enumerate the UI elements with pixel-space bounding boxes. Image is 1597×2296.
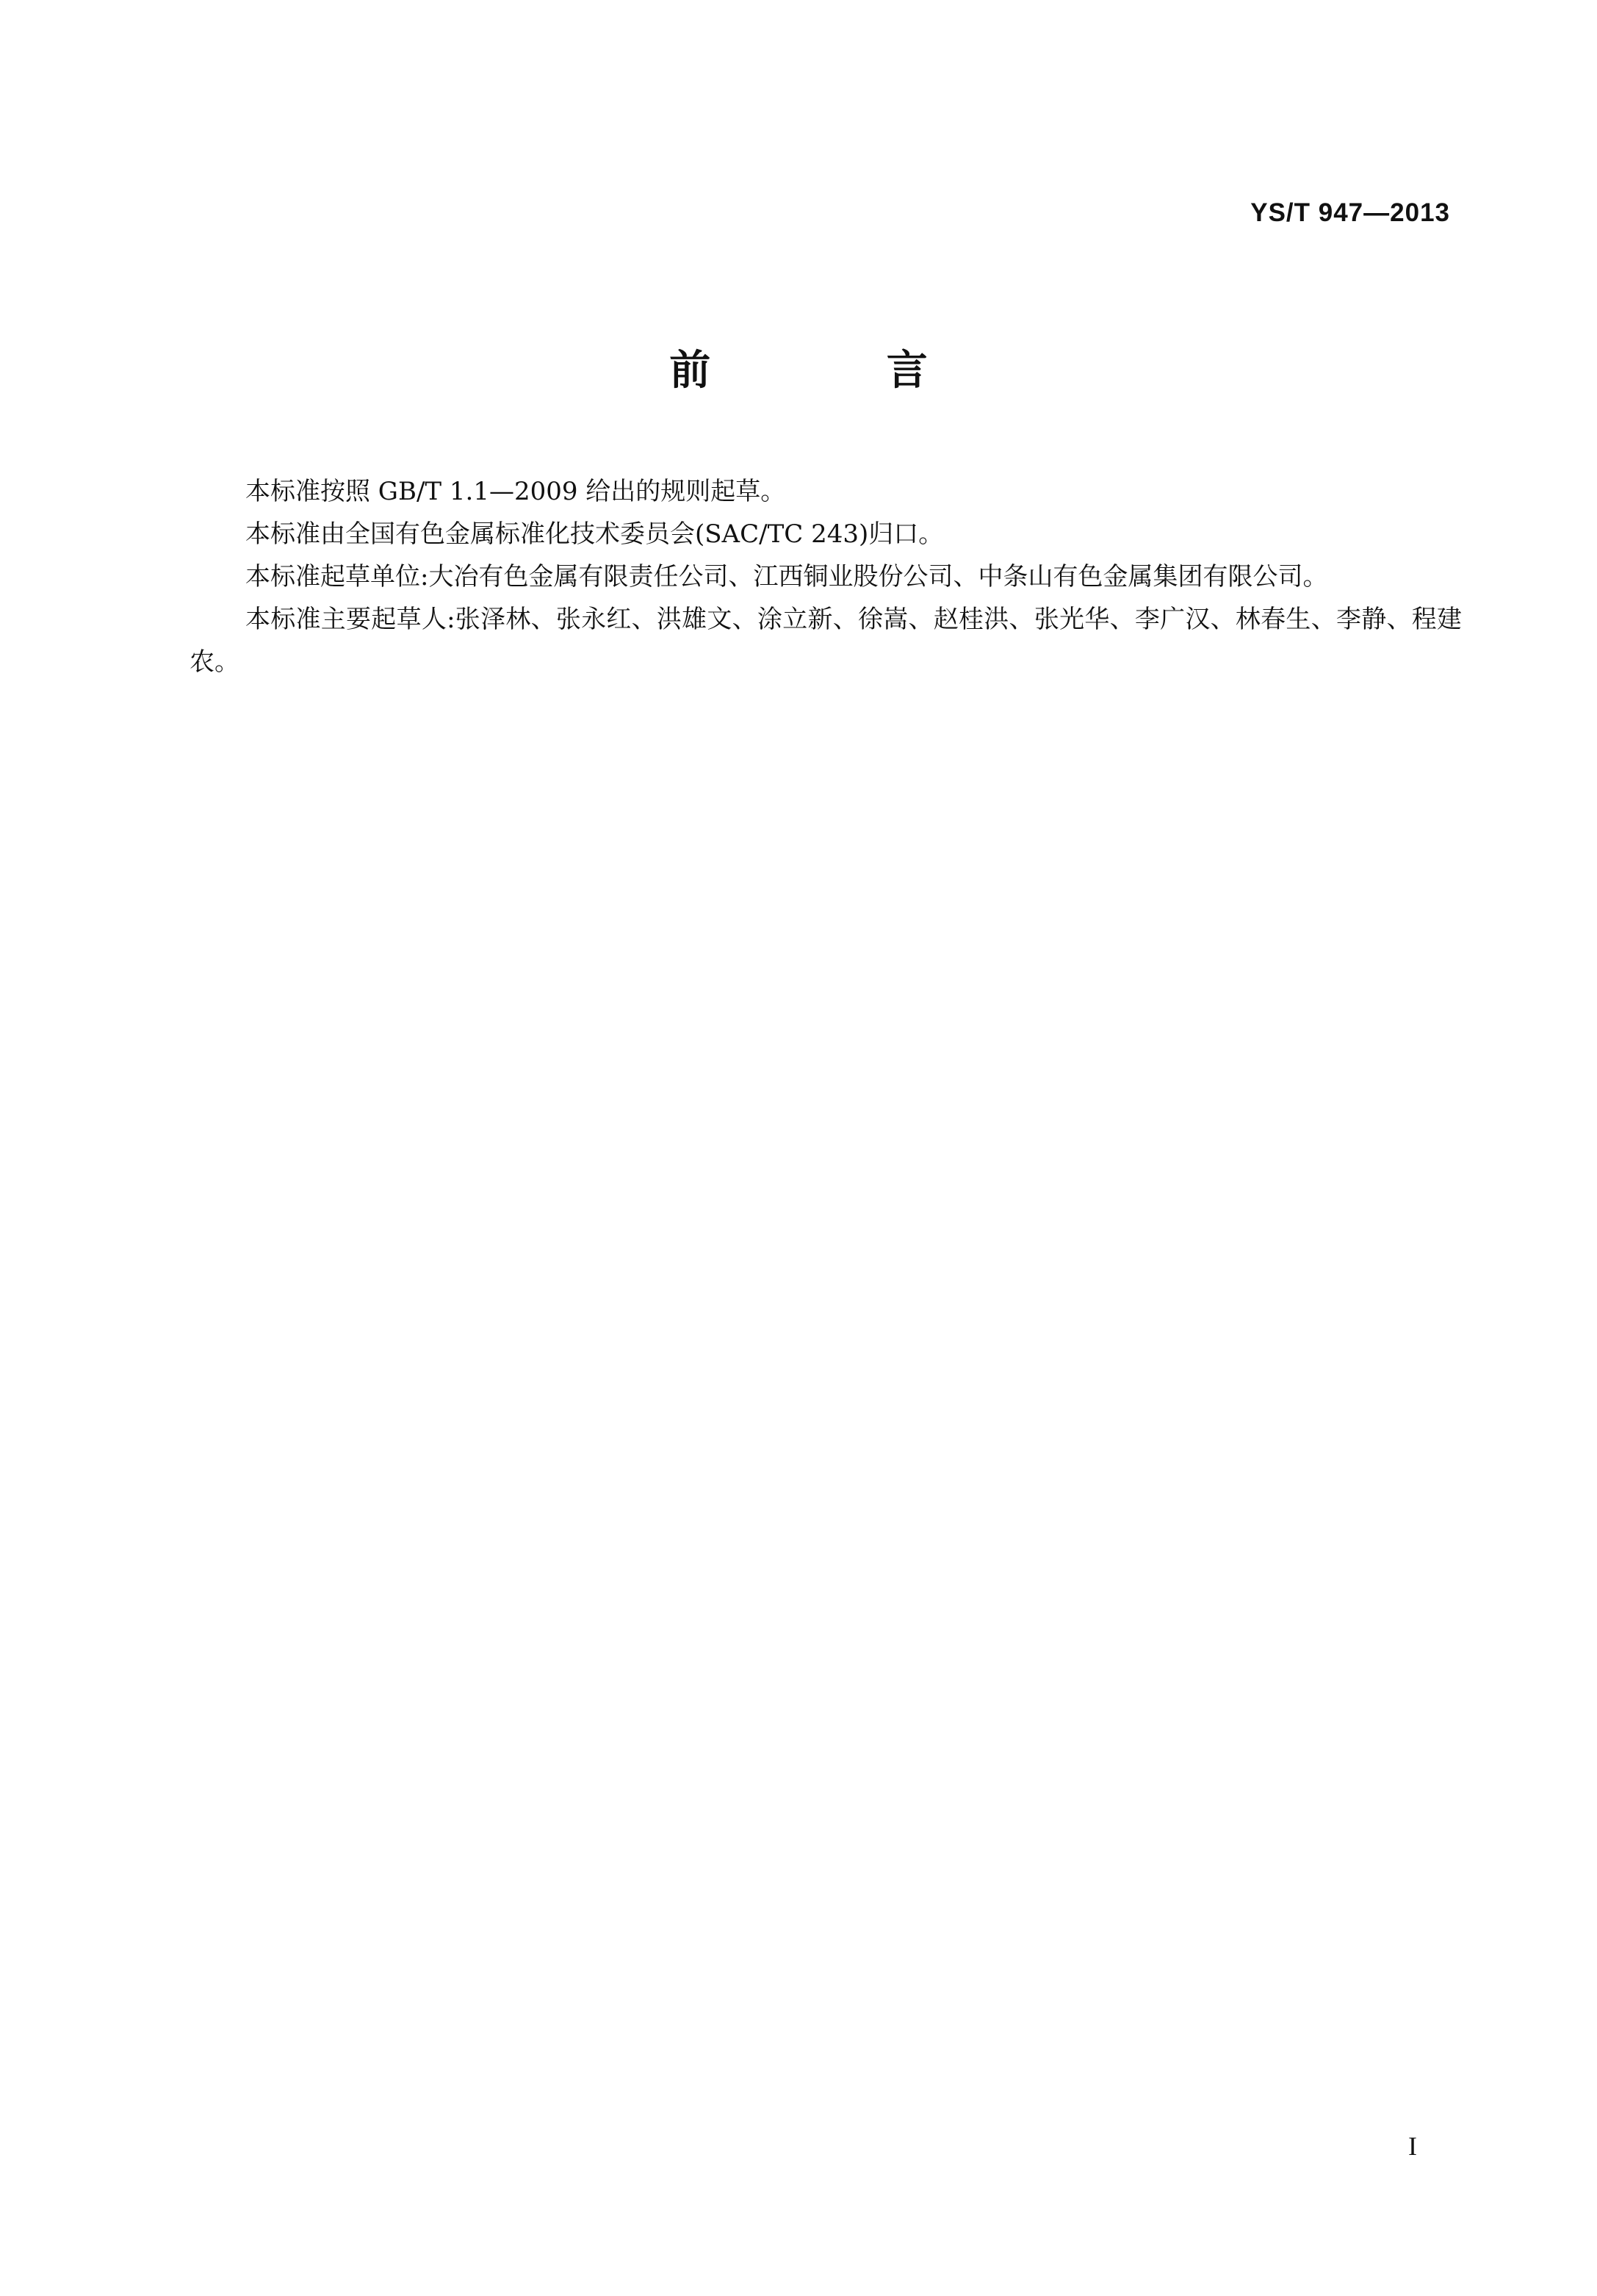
- preface-body: [190, 470, 1462, 683]
- paragraph-main-drafters: 本标准主要起草人:张泽林、张永红、洪雄文、涂立新、徐嵩、赵桂洪、张光华、李广汉、林春生、李静、程建农。: [190, 605, 1462, 677]
- page-number: I: [1408, 2131, 1417, 2161]
- page-title: 前 言: [669, 347, 1009, 395]
- standard-number: YS/T 947—2013: [1250, 198, 1450, 227]
- paragraph-drafting-units: 本标准起草单位:大冶有色金属有限责任公司、江西铜业股份公司、中条山有色金属集团有限公司。: [245, 562, 1328, 591]
- paragraph-drafting-rules: 本标准按照 GB/T 1.1—2009 给出的规则起草。: [245, 477, 786, 506]
- paragraph-technical-committee: 本标准由全国有色金属标准化技术委员会(SAC/TC 243)归口。: [245, 519, 944, 549]
